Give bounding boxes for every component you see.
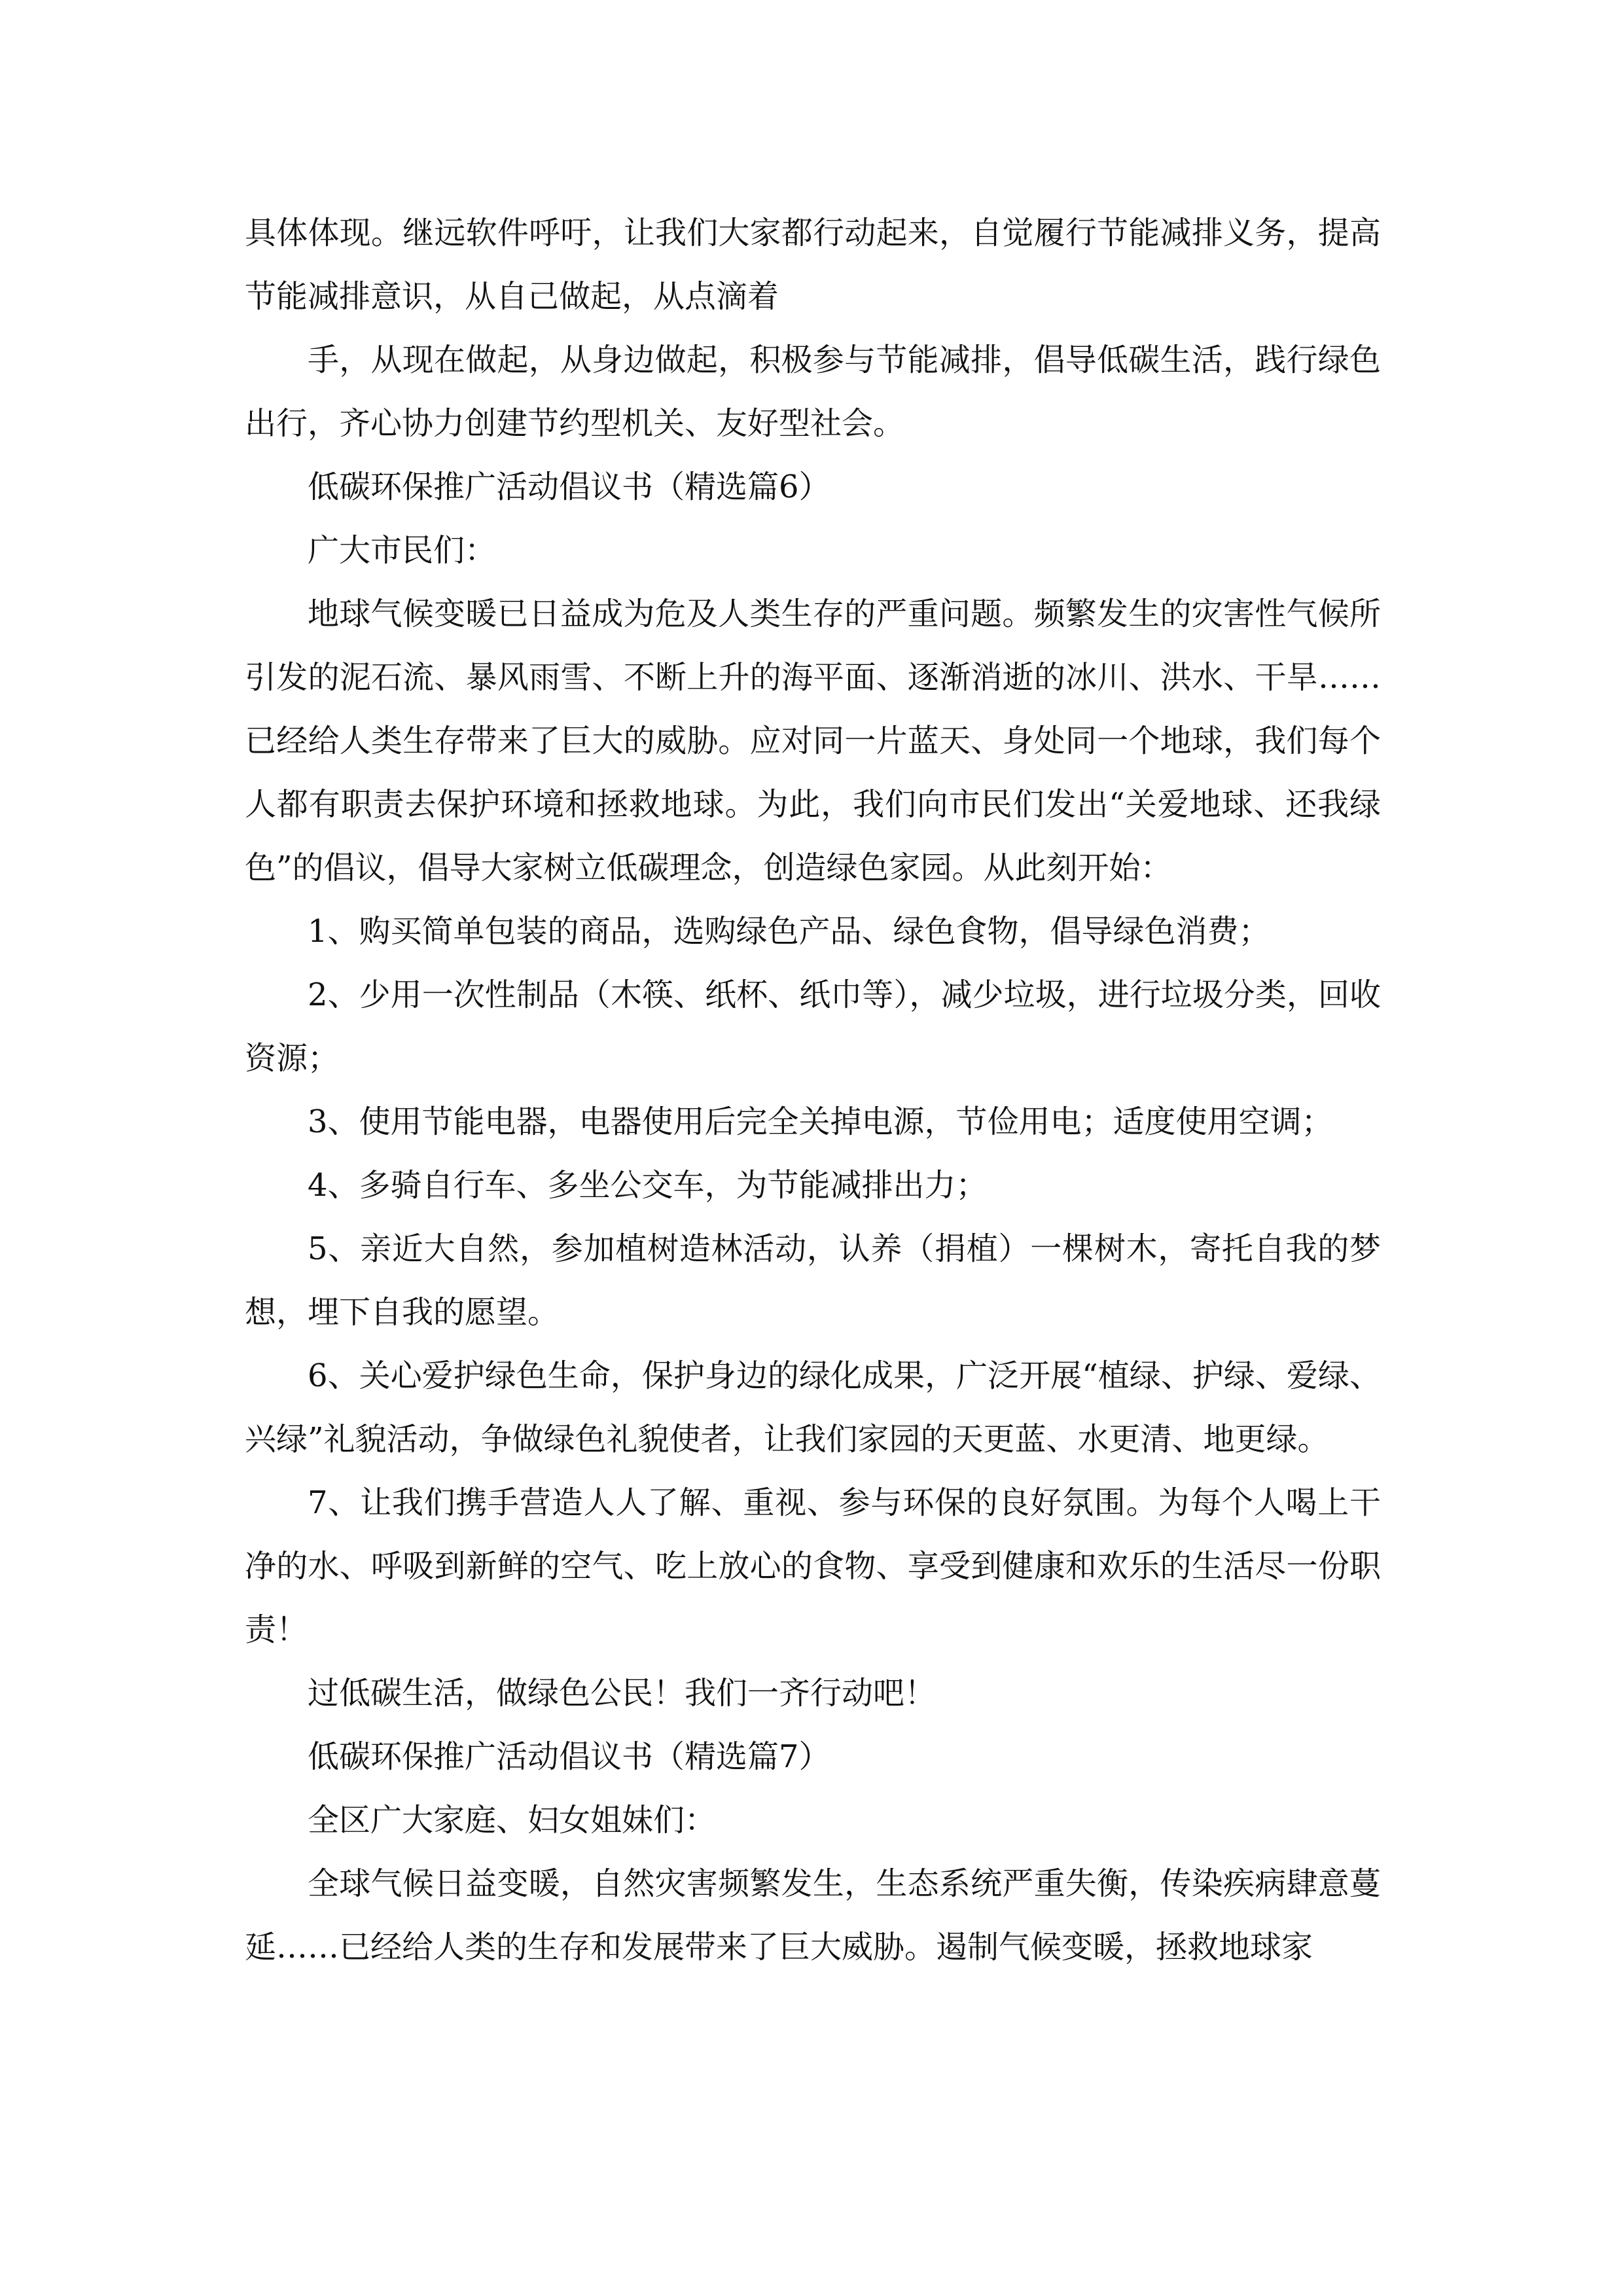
list-item-3: 3、使用节能电器，电器使用后完全关掉电源，节俭用电；适度使用空调；	[308, 1103, 1333, 1140]
section-heading-7: 低碳环保推广活动倡议书（精选篇7）	[308, 1738, 830, 1775]
list-item-6: 6、关心爱护绿色生命，保护身边的绿化成果，广泛开展“植绿、护绿、爱绿、兴绿”礼貌活动，争做绿色礼貌使者，让我们家园的天更蓝、水更清、地更绿。	[245, 1357, 1381, 1458]
paragraph-intro-7: 全球气候日益变暖，自然灾害频繁发生，生态系统严重失衡，传染疾病肆意蔓延……已经给人类的生存和发展带来了巨大威胁。遏制气候变暖，拯救地球家	[245, 1865, 1381, 1965]
list-item-1: 1、购买简单包装的商品，选购绿色产品、绿色食物，倡导绿色消费；	[308, 913, 1270, 950]
section-heading-6: 低碳环保推广活动倡议书（精选篇6）	[308, 469, 830, 505]
salutation-citizens: 广大市民们：	[308, 532, 497, 569]
closing-slogan: 过低碳生活，做绿色公民！我们一齐行动吧！	[308, 1675, 936, 1712]
list-item-7: 7、让我们携手营造人人了解、重视、参与环保的良好氛围。为每个人喝上干净的水、呼吸到新鲜的空气、吃上放心的食物、享受到健康和欢乐的生活尽一份职责！	[245, 1484, 1381, 1648]
list-item-2: 2、少用一次性制品（木筷、纸杯、纸巾等），减少垃圾，进行垃圾分类，回收资源；	[245, 977, 1381, 1077]
salutation-families: 全区广大家庭、妇女姐妹们：	[308, 1802, 717, 1839]
list-item-4: 4、多骑自行车、多坐公交车，为节能减排出力；	[308, 1167, 988, 1204]
paragraph-continuation-2: 手，从现在做起，从身边做起，积极参与节能减排，倡导低碳生活，践行绿色出行，齐心协力创建节约型机关、友好型社会。	[245, 342, 1381, 442]
list-item-5: 5、亲近大自然，参加植树造林活动，认养（捐植）一棵树木，寄托自我的梦想，埋下自我的愿望。	[245, 1230, 1381, 1331]
paragraph-continuation: 具体体现。继远软件呼吁，让我们大家都行动起来，自觉履行节能减排义务，提高节能减排意识，从自己做起，从点滴着	[245, 215, 1381, 315]
paragraph-intro-6: 地球气候变暖已日益成为危及人类生存的严重问题。频繁发生的灾害性气候所引发的泥石流、暴风雨雪、不断上升的海平面、逐渐消逝的冰川、洪水、干旱……已经给人类生存带来了巨大的威胁。应对同一片蓝天、身处同一个地球，我们每个人都有职责去保护环境和拯救地球。为此，我们向市民们发出“关爱地球、还我绿色”的倡议，倡导大家树立低碳理念，创造绿色家园。从此刻开始：	[245, 596, 1381, 886]
document-body	[245, 202, 1381, 1979]
